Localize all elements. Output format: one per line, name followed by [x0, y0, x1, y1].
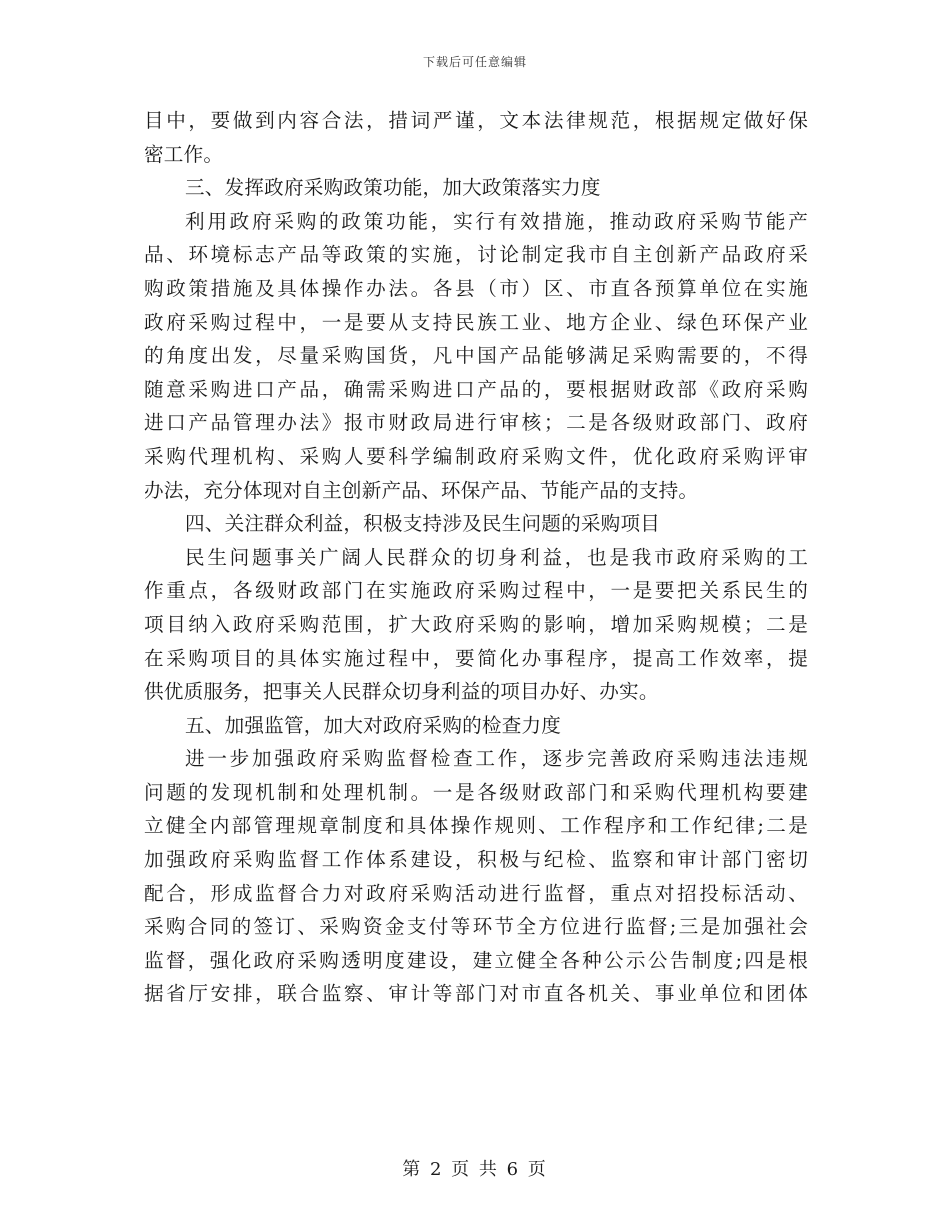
document-body [144, 104, 808, 1011]
text-line: 据省厅安排，联合监察、审计等部门对市直各机关、事业单位和团体 [144, 982, 808, 1006]
text-line: 随意采购进口产品，确需采购进口产品的，要根据财政部《政府采购 [144, 377, 808, 401]
text-line: 项目纳入政府采购范围，扩大政府采购的影响，增加采购规模；二是 [144, 612, 808, 636]
text-line: 购政策措施及具体操作办法。各县（市）区、市直各预算单位在实施 [144, 276, 808, 300]
text-line: 政府采购过程中，一是要从支持民族工业、地方企业、绿色环保产业 [144, 310, 808, 334]
text-line: 作重点，各级财政部门在实施政府采购过程中，一是要把关系民生的 [144, 579, 808, 603]
text-line: 品、环境标志产品等政策的实施，讨论制定我市自主创新产品政府采 [144, 243, 808, 267]
text-line: 监督，强化政府采购透明度建设，建立健全各种公示公告制度;四是根 [144, 948, 808, 972]
text-line: 四、关注群众利益，积极支持涉及民生问题的采购项目 [185, 512, 661, 536]
text-line: 的角度出发，尽量采购国货，凡中国产品能够满足采购需要的，不得 [144, 344, 808, 368]
text-line: 采购合同的签订、采购资金支付等环节全方位进行监督;三是加强社会 [144, 915, 808, 939]
text-line: 供优质服务，把事关人民群众切身利益的项目办好、办实。 [144, 680, 659, 704]
text-line: 三、发挥政府采购政策功能，加大政策落实力度 [185, 176, 601, 200]
text-line: 办法，充分体现对自主创新产品、环保产品、节能产品的支持。 [144, 478, 699, 502]
text-line: 利用政府采购的政策功能，实行有效措施，推动政府采购节能产 [185, 209, 808, 233]
page-header-note: 下载后可任意编辑 [422, 55, 527, 69]
text-line: 加强政府采购监督工作体系建设，积极与纪检、监察和审计部门密切 [144, 848, 808, 872]
text-line: 目中，要做到内容合法，措词严谨，文本法律规范，根据规定做好保 [144, 109, 808, 132]
text-line: 密工作。 [144, 142, 224, 166]
text-line: 采购代理机构、采购人要科学编制政府采购文件，优化政府采购评审 [144, 444, 808, 468]
page-number: 第 2 页 共 6 页 [402, 1159, 548, 1180]
text-line: 问题的发现机制和处理机制。一是各级财政部门和采购代理机构要建 [144, 780, 808, 804]
text-line: 立健全内部管理规章制度和具体操作规则、工作程序和工作纪律;二是 [144, 814, 808, 838]
text-line: 在采购项目的具体实施过程中，要简化办事程序，提高工作效率，提 [144, 646, 808, 670]
text-line: 五、加强监管，加大对政府采购的检查力度 [185, 713, 562, 737]
text-line: 配合，形成监督合力对政府采购活动进行监督，重点对招投标活动、 [144, 881, 808, 905]
text-line: 进一步加强政府采购监督检查工作，逐步完善政府采购违法违规 [185, 747, 808, 771]
text-line: 进口产品管理办法》报市财政局进行审核；二是各级财政部门、政府 [144, 411, 808, 435]
text-line: 民生问题事关广阔人民群众的切身利益，也是我市政府采购的工 [185, 545, 808, 569]
